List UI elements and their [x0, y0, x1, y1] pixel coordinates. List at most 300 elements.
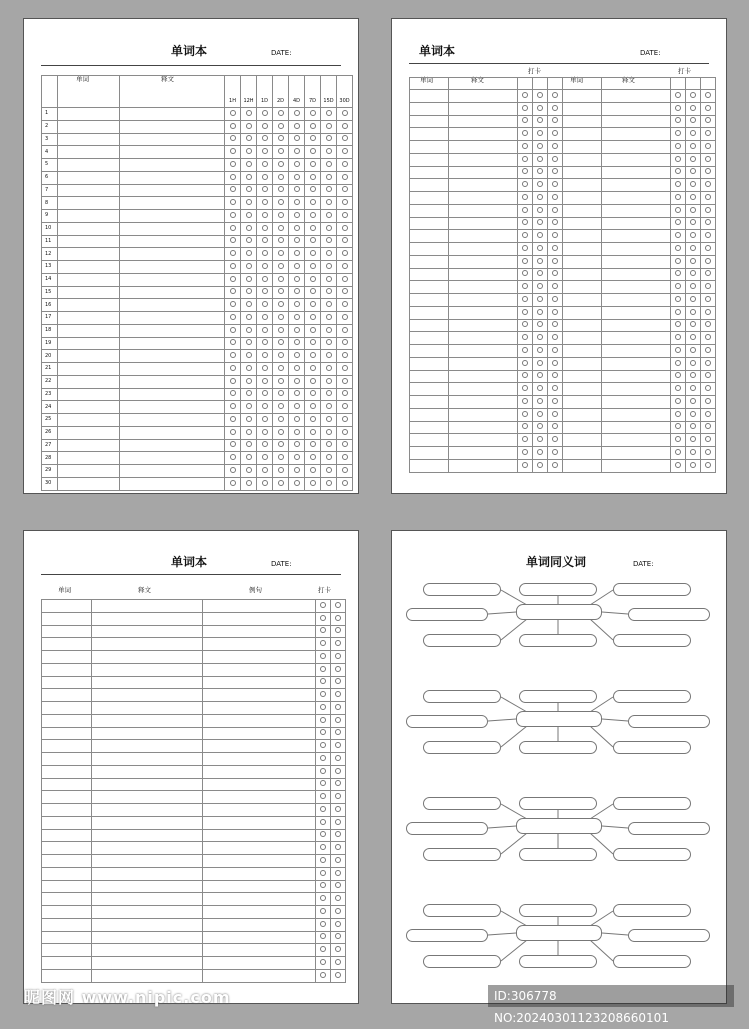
- checkbox-circle[interactable]: [278, 225, 284, 231]
- checkbox-circle[interactable]: [230, 135, 236, 141]
- checkbox-circle[interactable]: [335, 844, 341, 850]
- checkbox-circle[interactable]: [675, 232, 681, 238]
- checkbox-circle[interactable]: [522, 411, 528, 417]
- synonym-box[interactable]: [613, 583, 691, 596]
- checkbox-circle[interactable]: [246, 186, 252, 192]
- checkbox-circle[interactable]: [326, 199, 332, 205]
- checkbox-circle[interactable]: [310, 429, 316, 435]
- checkbox-circle[interactable]: [342, 454, 348, 460]
- checkbox-circle[interactable]: [690, 372, 696, 378]
- checkbox-circle[interactable]: [342, 480, 348, 486]
- checkbox-circle[interactable]: [522, 92, 528, 98]
- checkbox-circle[interactable]: [278, 161, 284, 167]
- checkbox-circle[interactable]: [320, 717, 326, 723]
- checkbox-circle[interactable]: [675, 143, 681, 149]
- checkbox-circle[interactable]: [310, 186, 316, 192]
- checkbox-circle[interactable]: [335, 678, 341, 684]
- checkbox-circle[interactable]: [326, 237, 332, 243]
- checkbox-circle[interactable]: [230, 416, 236, 422]
- checkbox-circle[interactable]: [246, 365, 252, 371]
- checkbox-circle[interactable]: [335, 908, 341, 914]
- synonym-box[interactable]: [613, 904, 691, 917]
- synonym-box[interactable]: [613, 690, 691, 703]
- checkbox-circle[interactable]: [335, 793, 341, 799]
- checkbox-circle[interactable]: [230, 110, 236, 116]
- checkbox-circle[interactable]: [522, 283, 528, 289]
- checkbox-circle[interactable]: [320, 602, 326, 608]
- checkbox-circle[interactable]: [246, 250, 252, 256]
- checkbox-circle[interactable]: [310, 212, 316, 218]
- checkbox-circle[interactable]: [320, 768, 326, 774]
- checkbox-circle[interactable]: [675, 347, 681, 353]
- checkbox-circle[interactable]: [335, 742, 341, 748]
- checkbox-circle[interactable]: [522, 449, 528, 455]
- checkbox-circle[interactable]: [552, 385, 558, 391]
- checkbox-circle[interactable]: [326, 186, 332, 192]
- synonym-box[interactable]: [519, 955, 597, 968]
- checkbox-circle[interactable]: [278, 441, 284, 447]
- checkbox-circle[interactable]: [320, 666, 326, 672]
- checkbox-circle[interactable]: [310, 148, 316, 154]
- checkbox-circle[interactable]: [335, 615, 341, 621]
- checkbox-circle[interactable]: [246, 301, 252, 307]
- checkbox-circle[interactable]: [262, 339, 268, 345]
- checkbox-circle[interactable]: [262, 110, 268, 116]
- checkbox-circle[interactable]: [310, 135, 316, 141]
- checkbox-circle[interactable]: [320, 627, 326, 633]
- checkbox-circle[interactable]: [522, 436, 528, 442]
- checkbox-circle[interactable]: [294, 123, 300, 129]
- checkbox-circle[interactable]: [537, 168, 543, 174]
- checkbox-circle[interactable]: [552, 156, 558, 162]
- checkbox-circle[interactable]: [294, 212, 300, 218]
- checkbox-circle[interactable]: [690, 92, 696, 98]
- synonym-box[interactable]: [628, 929, 710, 942]
- checkbox-circle[interactable]: [278, 263, 284, 269]
- checkbox-circle[interactable]: [278, 276, 284, 282]
- checkbox-circle[interactable]: [310, 314, 316, 320]
- checkbox-circle[interactable]: [326, 225, 332, 231]
- checkbox-circle[interactable]: [335, 921, 341, 927]
- checkbox-circle[interactable]: [294, 288, 300, 294]
- checkbox-circle[interactable]: [310, 250, 316, 256]
- checkbox-circle[interactable]: [522, 245, 528, 251]
- checkbox-circle[interactable]: [335, 768, 341, 774]
- checkbox-circle[interactable]: [294, 480, 300, 486]
- checkbox-circle[interactable]: [230, 480, 236, 486]
- checkbox-circle[interactable]: [320, 870, 326, 876]
- checkbox-circle[interactable]: [342, 365, 348, 371]
- checkbox-circle[interactable]: [522, 232, 528, 238]
- checkbox-circle[interactable]: [522, 423, 528, 429]
- checkbox-circle[interactable]: [342, 161, 348, 167]
- checkbox-circle[interactable]: [335, 704, 341, 710]
- center-word-box[interactable]: [516, 818, 602, 834]
- checkbox-circle[interactable]: [230, 429, 236, 435]
- checkbox-circle[interactable]: [278, 429, 284, 435]
- checkbox-circle[interactable]: [335, 806, 341, 812]
- checkbox-circle[interactable]: [310, 327, 316, 333]
- checkbox-circle[interactable]: [690, 207, 696, 213]
- checkbox-circle[interactable]: [310, 288, 316, 294]
- checkbox-circle[interactable]: [294, 429, 300, 435]
- checkbox-circle[interactable]: [320, 729, 326, 735]
- checkbox-circle[interactable]: [552, 423, 558, 429]
- checkbox-circle[interactable]: [537, 181, 543, 187]
- checkbox-circle[interactable]: [246, 327, 252, 333]
- checkbox-circle[interactable]: [310, 378, 316, 384]
- checkbox-circle[interactable]: [342, 110, 348, 116]
- checkbox-circle[interactable]: [675, 168, 681, 174]
- synonym-box[interactable]: [423, 583, 501, 596]
- checkbox-circle[interactable]: [246, 225, 252, 231]
- checkbox-circle[interactable]: [342, 327, 348, 333]
- checkbox-circle[interactable]: [335, 857, 341, 863]
- checkbox-circle[interactable]: [675, 360, 681, 366]
- checkbox-circle[interactable]: [326, 352, 332, 358]
- checkbox-circle[interactable]: [326, 429, 332, 435]
- checkbox-circle[interactable]: [246, 314, 252, 320]
- checkbox-circle[interactable]: [675, 334, 681, 340]
- synonym-box[interactable]: [628, 822, 710, 835]
- checkbox-circle[interactable]: [705, 334, 711, 340]
- checkbox-circle[interactable]: [522, 398, 528, 404]
- checkbox-circle[interactable]: [294, 263, 300, 269]
- checkbox-circle[interactable]: [552, 130, 558, 136]
- checkbox-circle[interactable]: [278, 135, 284, 141]
- checkbox-circle[interactable]: [278, 301, 284, 307]
- checkbox-circle[interactable]: [690, 117, 696, 123]
- checkbox-circle[interactable]: [675, 92, 681, 98]
- checkbox-circle[interactable]: [675, 283, 681, 289]
- checkbox-circle[interactable]: [552, 270, 558, 276]
- checkbox-circle[interactable]: [690, 258, 696, 264]
- checkbox-circle[interactable]: [335, 870, 341, 876]
- checkbox-circle[interactable]: [522, 334, 528, 340]
- checkbox-circle[interactable]: [320, 921, 326, 927]
- checkbox-circle[interactable]: [294, 365, 300, 371]
- checkbox-circle[interactable]: [537, 156, 543, 162]
- checkbox-circle[interactable]: [246, 276, 252, 282]
- checkbox-circle[interactable]: [262, 480, 268, 486]
- checkbox-circle[interactable]: [522, 360, 528, 366]
- checkbox-circle[interactable]: [278, 110, 284, 116]
- checkbox-circle[interactable]: [335, 640, 341, 646]
- checkbox-circle[interactable]: [262, 161, 268, 167]
- checkbox-circle[interactable]: [294, 403, 300, 409]
- checkbox-circle[interactable]: [294, 339, 300, 345]
- checkbox-circle[interactable]: [320, 908, 326, 914]
- checkbox-circle[interactable]: [262, 314, 268, 320]
- checkbox-circle[interactable]: [335, 819, 341, 825]
- synonym-box[interactable]: [423, 848, 501, 861]
- checkbox-circle[interactable]: [310, 441, 316, 447]
- checkbox-circle[interactable]: [537, 347, 543, 353]
- synonym-box[interactable]: [519, 741, 597, 754]
- checkbox-circle[interactable]: [262, 301, 268, 307]
- checkbox-circle[interactable]: [342, 263, 348, 269]
- synonym-box[interactable]: [519, 634, 597, 647]
- checkbox-circle[interactable]: [705, 168, 711, 174]
- checkbox-circle[interactable]: [675, 309, 681, 315]
- checkbox-circle[interactable]: [675, 449, 681, 455]
- checkbox-circle[interactable]: [537, 321, 543, 327]
- checkbox-circle[interactable]: [278, 186, 284, 192]
- checkbox-circle[interactable]: [294, 199, 300, 205]
- checkbox-circle[interactable]: [675, 130, 681, 136]
- checkbox-circle[interactable]: [705, 347, 711, 353]
- checkbox-circle[interactable]: [246, 212, 252, 218]
- checkbox-circle[interactable]: [246, 123, 252, 129]
- checkbox-circle[interactable]: [522, 270, 528, 276]
- checkbox-circle[interactable]: [278, 390, 284, 396]
- checkbox-circle[interactable]: [294, 301, 300, 307]
- checkbox-circle[interactable]: [690, 436, 696, 442]
- checkbox-circle[interactable]: [278, 174, 284, 180]
- checkbox-circle[interactable]: [690, 411, 696, 417]
- checkbox-circle[interactable]: [320, 882, 326, 888]
- checkbox-circle[interactable]: [262, 123, 268, 129]
- checkbox-circle[interactable]: [552, 309, 558, 315]
- checkbox-circle[interactable]: [552, 296, 558, 302]
- checkbox-circle[interactable]: [690, 398, 696, 404]
- checkbox-circle[interactable]: [230, 212, 236, 218]
- checkbox-circle[interactable]: [320, 704, 326, 710]
- checkbox-circle[interactable]: [294, 276, 300, 282]
- checkbox-circle[interactable]: [342, 174, 348, 180]
- checkbox-circle[interactable]: [690, 309, 696, 315]
- checkbox-circle[interactable]: [246, 199, 252, 205]
- checkbox-circle[interactable]: [675, 181, 681, 187]
- checkbox-circle[interactable]: [320, 615, 326, 621]
- checkbox-circle[interactable]: [675, 207, 681, 213]
- checkbox-circle[interactable]: [230, 339, 236, 345]
- checkbox-circle[interactable]: [294, 441, 300, 447]
- checkbox-circle[interactable]: [522, 296, 528, 302]
- checkbox-circle[interactable]: [537, 232, 543, 238]
- checkbox-circle[interactable]: [705, 309, 711, 315]
- checkbox-circle[interactable]: [262, 250, 268, 256]
- checkbox-circle[interactable]: [690, 168, 696, 174]
- checkbox-circle[interactable]: [230, 276, 236, 282]
- checkbox-circle[interactable]: [537, 436, 543, 442]
- synonym-box[interactable]: [423, 690, 501, 703]
- checkbox-circle[interactable]: [537, 296, 543, 302]
- checkbox-circle[interactable]: [320, 946, 326, 952]
- checkbox-circle[interactable]: [675, 156, 681, 162]
- checkbox-circle[interactable]: [552, 245, 558, 251]
- checkbox-circle[interactable]: [335, 691, 341, 697]
- checkbox-circle[interactable]: [230, 441, 236, 447]
- checkbox-circle[interactable]: [335, 780, 341, 786]
- checkbox-circle[interactable]: [262, 225, 268, 231]
- checkbox-circle[interactable]: [230, 250, 236, 256]
- checkbox-circle[interactable]: [705, 156, 711, 162]
- checkbox-circle[interactable]: [326, 250, 332, 256]
- checkbox-circle[interactable]: [705, 423, 711, 429]
- checkbox-circle[interactable]: [690, 449, 696, 455]
- checkbox-circle[interactable]: [705, 270, 711, 276]
- checkbox-circle[interactable]: [552, 232, 558, 238]
- checkbox-circle[interactable]: [705, 372, 711, 378]
- checkbox-circle[interactable]: [246, 148, 252, 154]
- checkbox-circle[interactable]: [675, 194, 681, 200]
- checkbox-circle[interactable]: [262, 429, 268, 435]
- checkbox-circle[interactable]: [326, 480, 332, 486]
- checkbox-circle[interactable]: [326, 339, 332, 345]
- checkbox-circle[interactable]: [690, 232, 696, 238]
- checkbox-circle[interactable]: [342, 123, 348, 129]
- checkbox-circle[interactable]: [522, 117, 528, 123]
- checkbox-circle[interactable]: [537, 258, 543, 264]
- checkbox-circle[interactable]: [262, 378, 268, 384]
- checkbox-circle[interactable]: [342, 199, 348, 205]
- checkbox-circle[interactable]: [326, 365, 332, 371]
- checkbox-circle[interactable]: [230, 390, 236, 396]
- checkbox-circle[interactable]: [690, 360, 696, 366]
- checkbox-circle[interactable]: [675, 462, 681, 468]
- checkbox-circle[interactable]: [552, 207, 558, 213]
- checkbox-circle[interactable]: [705, 143, 711, 149]
- checkbox-circle[interactable]: [326, 288, 332, 294]
- checkbox-circle[interactable]: [690, 270, 696, 276]
- synonym-box[interactable]: [519, 848, 597, 861]
- checkbox-circle[interactable]: [552, 105, 558, 111]
- synonym-box[interactable]: [406, 822, 488, 835]
- checkbox-circle[interactable]: [552, 462, 558, 468]
- checkbox-circle[interactable]: [278, 416, 284, 422]
- checkbox-circle[interactable]: [552, 168, 558, 174]
- checkbox-circle[interactable]: [262, 199, 268, 205]
- checkbox-circle[interactable]: [278, 365, 284, 371]
- synonym-box[interactable]: [406, 929, 488, 942]
- checkbox-circle[interactable]: [537, 105, 543, 111]
- checkbox-circle[interactable]: [705, 449, 711, 455]
- checkbox-circle[interactable]: [278, 237, 284, 243]
- checkbox-circle[interactable]: [294, 110, 300, 116]
- checkbox-circle[interactable]: [262, 186, 268, 192]
- checkbox-circle[interactable]: [537, 143, 543, 149]
- checkbox-circle[interactable]: [690, 245, 696, 251]
- checkbox-circle[interactable]: [705, 130, 711, 136]
- checkbox-circle[interactable]: [262, 416, 268, 422]
- checkbox-circle[interactable]: [342, 237, 348, 243]
- checkbox-circle[interactable]: [522, 309, 528, 315]
- checkbox-circle[interactable]: [230, 199, 236, 205]
- checkbox-circle[interactable]: [705, 194, 711, 200]
- checkbox-circle[interactable]: [310, 480, 316, 486]
- checkbox-circle[interactable]: [246, 467, 252, 473]
- checkbox-circle[interactable]: [537, 398, 543, 404]
- checkbox-circle[interactable]: [310, 352, 316, 358]
- checkbox-circle[interactable]: [705, 385, 711, 391]
- checkbox-circle[interactable]: [320, 755, 326, 761]
- checkbox-circle[interactable]: [675, 398, 681, 404]
- checkbox-circle[interactable]: [262, 276, 268, 282]
- checkbox-circle[interactable]: [342, 186, 348, 192]
- synonym-box[interactable]: [423, 634, 501, 647]
- checkbox-circle[interactable]: [278, 288, 284, 294]
- checkbox-circle[interactable]: [262, 288, 268, 294]
- checkbox-circle[interactable]: [675, 245, 681, 251]
- checkbox-circle[interactable]: [262, 263, 268, 269]
- checkbox-circle[interactable]: [522, 321, 528, 327]
- checkbox-circle[interactable]: [335, 653, 341, 659]
- checkbox-circle[interactable]: [326, 454, 332, 460]
- checkbox-circle[interactable]: [537, 194, 543, 200]
- checkbox-circle[interactable]: [278, 212, 284, 218]
- checkbox-circle[interactable]: [278, 123, 284, 129]
- synonym-box[interactable]: [613, 848, 691, 861]
- checkbox-circle[interactable]: [342, 339, 348, 345]
- checkbox-circle[interactable]: [552, 117, 558, 123]
- checkbox-circle[interactable]: [320, 933, 326, 939]
- checkbox-circle[interactable]: [278, 327, 284, 333]
- checkbox-circle[interactable]: [675, 321, 681, 327]
- checkbox-circle[interactable]: [326, 161, 332, 167]
- checkbox-circle[interactable]: [342, 148, 348, 154]
- checkbox-circle[interactable]: [326, 327, 332, 333]
- center-word-box[interactable]: [516, 925, 602, 941]
- center-word-box[interactable]: [516, 711, 602, 727]
- checkbox-circle[interactable]: [705, 245, 711, 251]
- checkbox-circle[interactable]: [230, 301, 236, 307]
- checkbox-circle[interactable]: [320, 844, 326, 850]
- checkbox-circle[interactable]: [320, 793, 326, 799]
- checkbox-circle[interactable]: [522, 130, 528, 136]
- checkbox-circle[interactable]: [320, 857, 326, 863]
- checkbox-circle[interactable]: [342, 250, 348, 256]
- checkbox-circle[interactable]: [294, 390, 300, 396]
- checkbox-circle[interactable]: [246, 352, 252, 358]
- checkbox-circle[interactable]: [335, 666, 341, 672]
- checkbox-circle[interactable]: [310, 161, 316, 167]
- checkbox-circle[interactable]: [537, 385, 543, 391]
- checkbox-circle[interactable]: [342, 403, 348, 409]
- checkbox-circle[interactable]: [690, 194, 696, 200]
- checkbox-circle[interactable]: [230, 123, 236, 129]
- checkbox-circle[interactable]: [335, 717, 341, 723]
- checkbox-circle[interactable]: [326, 212, 332, 218]
- checkbox-circle[interactable]: [537, 334, 543, 340]
- checkbox-circle[interactable]: [537, 449, 543, 455]
- checkbox-circle[interactable]: [230, 467, 236, 473]
- checkbox-circle[interactable]: [342, 352, 348, 358]
- checkbox-circle[interactable]: [552, 321, 558, 327]
- checkbox-circle[interactable]: [278, 199, 284, 205]
- checkbox-circle[interactable]: [294, 237, 300, 243]
- checkbox-circle[interactable]: [310, 263, 316, 269]
- checkbox-circle[interactable]: [230, 454, 236, 460]
- checkbox-circle[interactable]: [552, 219, 558, 225]
- checkbox-circle[interactable]: [335, 831, 341, 837]
- checkbox-circle[interactable]: [522, 462, 528, 468]
- checkbox-circle[interactable]: [310, 467, 316, 473]
- checkbox-circle[interactable]: [320, 653, 326, 659]
- checkbox-circle[interactable]: [320, 678, 326, 684]
- checkbox-circle[interactable]: [335, 755, 341, 761]
- synonym-box[interactable]: [613, 741, 691, 754]
- checkbox-circle[interactable]: [342, 276, 348, 282]
- checkbox-circle[interactable]: [246, 454, 252, 460]
- checkbox-circle[interactable]: [690, 347, 696, 353]
- checkbox-circle[interactable]: [246, 441, 252, 447]
- checkbox-circle[interactable]: [335, 882, 341, 888]
- checkbox-circle[interactable]: [230, 403, 236, 409]
- checkbox-circle[interactable]: [690, 181, 696, 187]
- checkbox-circle[interactable]: [342, 390, 348, 396]
- checkbox-circle[interactable]: [537, 219, 543, 225]
